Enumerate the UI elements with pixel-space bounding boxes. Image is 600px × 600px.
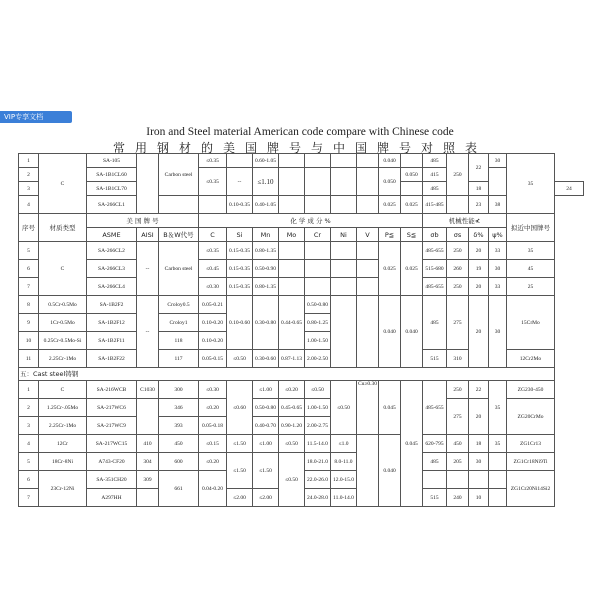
table-cell: 515 (423, 489, 447, 507)
table-cell: 23Cr-12Ni (39, 471, 87, 507)
table-cell: 19 (469, 260, 489, 278)
table-cell (357, 278, 379, 296)
table-cell (423, 471, 447, 489)
table-cell: 275 (447, 399, 469, 435)
table-cell (331, 196, 357, 214)
table-cell: 0.05-0.18 (199, 417, 227, 435)
table-cell: 485 (423, 154, 447, 168)
table-cell: σb (423, 228, 447, 242)
table-cell: 118 (159, 332, 199, 350)
table-cell: ≤1.10 (253, 168, 279, 196)
table-cell: 5 (19, 242, 39, 260)
table-cell: 0.15-0.35 (227, 260, 253, 278)
table-cell: 1Cr-0.5Mo (39, 314, 87, 332)
table-cell (357, 242, 379, 260)
table-cell: 275 (447, 296, 469, 350)
table-cell: 250 (447, 242, 469, 260)
table-cell: ≤0.35 (199, 168, 227, 196)
table-cell (227, 154, 253, 168)
table-cell: 序号 (19, 214, 39, 242)
table-cell: 117 (159, 350, 199, 368)
table-row (19, 260, 584, 278)
table-cell: ≤0.45 (199, 260, 227, 278)
table-cell: 0.87-1.13 (279, 350, 305, 368)
table-cell: SA-266CL3 (87, 260, 137, 278)
table-cell (305, 242, 331, 260)
table-cell: 0.44-0.65 (279, 296, 305, 350)
table-cell: 0.30-0.80 (253, 296, 279, 350)
table-cell: Ni (331, 228, 357, 242)
table-cell: 10 (469, 489, 489, 507)
table-cell: 45 (507, 260, 555, 278)
table-cell: Croloy1 (159, 314, 199, 332)
table-cell: 205 (447, 453, 469, 471)
table-cell: 250 (447, 278, 469, 296)
table-cell: 0.10-0.20 (199, 332, 227, 350)
table-cell (199, 196, 227, 214)
table-cell: 24.0-28.0 (305, 489, 331, 507)
table-cell: 24 (555, 182, 584, 196)
table-cell (331, 242, 357, 260)
table-cell: ≤2.00 (227, 489, 253, 507)
table-cell: 0.040 (379, 154, 401, 168)
table-cell (137, 489, 159, 507)
table-cell: 485-655 (423, 278, 447, 296)
section-header-cast-steel (19, 368, 584, 381)
table-cell: 515 (423, 350, 447, 368)
table-cell: δ% (469, 228, 489, 242)
table-cell: 35 (507, 242, 555, 260)
table-cell: 0.05-0.15 (199, 350, 227, 368)
table-cell (279, 196, 305, 214)
table-cell: 38 (489, 196, 507, 214)
table-cell: 10 (19, 332, 39, 350)
table-cell: ≤0.20 (279, 381, 305, 399)
table-cell: 8.0-11.0 (331, 453, 357, 471)
table-cell: 485 (423, 182, 447, 196)
table-cell: 240 (447, 489, 469, 507)
table-cell: 20 (469, 242, 489, 260)
table-cell: 0.40-0.70 (253, 417, 279, 435)
table-cell (137, 154, 159, 214)
table-cell (357, 296, 379, 368)
table-cell: ≤0.20 (199, 399, 227, 417)
table-cell: SA-105 (87, 154, 137, 168)
table-cell: Mn (253, 228, 279, 242)
table-cell: B＆W代号 (159, 228, 199, 242)
table-cell: 300 (159, 381, 199, 399)
table-cell: -- (227, 168, 253, 196)
table-cell: 346 (159, 399, 199, 417)
table-cell: 0.10-0.60 (227, 296, 253, 350)
table-cell: 35 (489, 381, 507, 435)
table-cell: P≦ (379, 228, 401, 242)
table-cell: 0.025 (401, 242, 423, 296)
table-cell (331, 296, 357, 368)
table-cell: ZG1Cr13 (507, 435, 555, 453)
table-cell: 485 (423, 453, 447, 471)
table-cell (279, 168, 305, 196)
table-cell: 0.90-1.20 (279, 417, 305, 435)
table-cell: 33 (489, 242, 507, 260)
table-cell: 2.25Cr-1Mo (39, 417, 87, 435)
table-cell: Carbon steel (159, 154, 199, 196)
table-cell: 18.0-21.0 (305, 453, 331, 471)
table-cell: 0.45-0.65 (279, 399, 305, 417)
table-cell: 0.80-1.35 (253, 242, 279, 260)
table-cell (357, 435, 379, 507)
table-cell: 22 (469, 381, 489, 399)
table-cell: 30 (489, 154, 507, 168)
table-cell (305, 154, 331, 168)
table-cell: 0.040 (401, 296, 423, 368)
table-cell: 2.00-2.50 (305, 350, 331, 368)
table-cell: 3 (19, 182, 39, 196)
table-header-row (19, 228, 584, 242)
table-cell: 9 (19, 314, 39, 332)
table-cell: SA-1B1CL60 (87, 168, 137, 182)
table-cell: ZG230-450 (507, 381, 555, 399)
table-cell: SA-217WC6 (87, 399, 137, 417)
table-row (19, 381, 584, 399)
table-cell: -- (137, 242, 159, 296)
table-cell: 五：Cast steel铸钢 (19, 368, 555, 381)
table-cell: 2 (19, 399, 39, 417)
table-cell: ≤1.00 (253, 381, 279, 399)
table-cell: 250 (447, 154, 469, 196)
table-row (19, 278, 584, 296)
table-cell: σs (447, 228, 469, 242)
table-cell (331, 278, 357, 296)
table-cell (489, 471, 507, 489)
table-cell: ≤2.00 (253, 489, 279, 507)
table-cell: 0.5Cr-0.5Mo (39, 296, 87, 314)
table-cell: ≤0.30 (199, 278, 227, 296)
table-cell: S≦ (401, 228, 423, 242)
table-cell: ≤0.50 (279, 453, 305, 507)
table-cell: 美 国 牌 号 (87, 214, 199, 228)
table-cell: C1030 (137, 381, 159, 399)
table-cell: 30 (469, 453, 489, 471)
table-cell: SA-351CH20 (87, 471, 137, 489)
table-cell: 0.045 (379, 381, 401, 435)
table-cell: 化 学 成 分 % (199, 214, 423, 228)
table-cell (331, 168, 357, 196)
table-cell: 620-795 (423, 435, 447, 453)
table-cell (357, 196, 379, 214)
table-cell (137, 399, 159, 435)
title-chinese: 常用钢材的美国牌号与中国牌号对照表 (112, 141, 487, 155)
table-cell (357, 168, 379, 196)
table-cell: 3 (19, 417, 39, 435)
table-cell: 0.040 (379, 435, 401, 507)
table-cell (489, 168, 507, 196)
table-cell (305, 168, 331, 196)
vip-badge[interactable]: VIP专享文档 (0, 111, 72, 123)
table-cell: 410 (137, 435, 159, 453)
table-cell: 18 (469, 182, 489, 196)
title-english: Iron and Steel material American code compare with Chinese code (146, 126, 454, 138)
table-cell: ≤0.15 (199, 435, 227, 453)
table-cell: 11 (19, 350, 39, 368)
table-cell: Croloy0.5 (159, 296, 199, 314)
table-cell: 2.25Cr-1Mo (39, 350, 87, 368)
table-cell: 0.15-0.35 (227, 242, 253, 260)
table-row (19, 453, 584, 471)
table-cell: AISI (137, 228, 159, 242)
table-cell: A743-CF20 (87, 453, 137, 471)
table-cell: C (39, 381, 87, 399)
table-cell: 20 (469, 278, 489, 296)
table-cell: ≤0.50 (305, 381, 331, 399)
table-cell (489, 453, 507, 471)
table-cell: 6 (19, 260, 39, 278)
table-cell: 7 (19, 489, 39, 507)
table-cell: 0.80-1.25 (305, 314, 331, 332)
table-header-row (19, 214, 584, 228)
table-cell (159, 196, 199, 214)
table-cell: SA-266CL2 (87, 242, 137, 260)
table-cell: Mo (279, 228, 305, 242)
table-cell: 515-680 (423, 260, 447, 278)
table-cell: 661 (159, 471, 199, 507)
table-cell: 22 (469, 154, 489, 182)
table-cell: 0.50-0.90 (253, 260, 279, 278)
table-cell: 0.045 (401, 381, 423, 507)
table-cell: ASME (87, 228, 137, 242)
table-cell: 4 (19, 196, 39, 214)
table-cell: 310 (447, 350, 469, 368)
table-cell: ZG1Cr20Ni14Si2 (507, 471, 555, 507)
table-row (19, 242, 584, 260)
table-cell: 0.10-0.35 (227, 196, 253, 214)
table-cell: SA-1B2F12 (87, 314, 137, 332)
table-cell: 35 (507, 154, 555, 214)
table-cell: ZG1Cr18Ni9Ti (507, 453, 555, 471)
table-cell (305, 260, 331, 278)
table-cell (447, 196, 469, 214)
table-cell: 7 (19, 278, 39, 296)
table-cell: 260 (447, 260, 469, 278)
table-cell: ≤0.50 (279, 435, 305, 453)
table-cell: 450 (159, 435, 199, 453)
table-cell: 12Cr (39, 435, 87, 453)
table-cell (279, 260, 305, 278)
table-cell: C (199, 228, 227, 242)
table-cell: C (39, 154, 87, 214)
table-cell: SA-217WC15 (87, 435, 137, 453)
table-cell: 415 (423, 168, 447, 182)
table-cell: 415-485 (423, 196, 447, 214)
table-cell (279, 278, 305, 296)
table-cell: V (357, 228, 379, 242)
table-row (19, 196, 584, 214)
table-row (19, 168, 584, 182)
table-cell: 0.025 (401, 196, 423, 214)
table-cell: SA-216WCB (87, 381, 137, 399)
table-cell: 0.040 (379, 296, 401, 368)
table-cell: ≤0.35 (199, 242, 227, 260)
table-cell: SA-1B2F22 (87, 350, 137, 368)
table-cell: 1.00-1.50 (305, 332, 331, 350)
table-cell: 309 (137, 471, 159, 489)
table-cell: A297HH (87, 489, 137, 507)
table-cell: 0.025 (379, 196, 401, 214)
table-cell: 4 (19, 435, 39, 453)
table-cell: 0.50-0.80 (253, 399, 279, 417)
table-cell: ≤1.50 (253, 453, 279, 489)
table-cell: 30 (489, 260, 507, 278)
table-cell: 30 (489, 296, 507, 368)
table-cell: 0.05-0.21 (199, 296, 227, 314)
table-cell: 6 (19, 471, 39, 489)
steel-grade-table (18, 153, 584, 507)
table-cell: SA-1B2F11 (87, 332, 137, 350)
table-cell (279, 242, 305, 260)
table-cell: ψ% (489, 228, 507, 242)
table-cell: 18 (469, 435, 489, 453)
table-cell: 机械性能≮ (423, 214, 507, 228)
table-cell: 20 (469, 399, 489, 435)
table-cell: 35 (489, 435, 507, 453)
table-cell: 250 (447, 381, 469, 399)
table-cell: 0.30-0.60 (253, 350, 279, 368)
table-cell: 20 (469, 296, 489, 368)
table-cell: SA-1B2F2 (87, 296, 137, 314)
table-cell (401, 154, 423, 168)
table-cell (331, 260, 357, 278)
table-cell (305, 278, 331, 296)
table-row (19, 296, 584, 314)
table-cell (469, 471, 489, 489)
table-cell: ≤0.50 (331, 381, 357, 435)
table-cell (401, 182, 423, 196)
table-cell: ≤1.00 (253, 435, 279, 453)
table-cell: 0.04-0.20 (199, 471, 227, 507)
table-cell: 15CrMo (507, 296, 555, 350)
table-cell: 1 (19, 381, 39, 399)
table-cell: -- (137, 296, 159, 368)
table-cell: 304 (137, 453, 159, 471)
table-row (19, 435, 584, 453)
table-cell: SA-217WC9 (87, 417, 137, 435)
table-cell: ≤1.0 (331, 435, 357, 453)
table-cell: ≤0.30 (199, 381, 227, 399)
table-cell: 材质类型 (39, 214, 87, 242)
table-cell (489, 489, 507, 507)
table-cell: 0.25Cr-0.5Mo-Si (39, 332, 87, 350)
table-cell: 485-655 (423, 381, 447, 435)
table-cell: ≤1.50 (227, 435, 253, 453)
table-cell: 0.10-0.20 (199, 314, 227, 332)
table-cell: 11.5-14.0 (305, 435, 331, 453)
table-cell: ZG20CrMo (507, 399, 555, 435)
table-cell (305, 196, 331, 214)
table-cell: 22.0-26.0 (305, 471, 331, 489)
table-cell: 600 (159, 453, 199, 471)
table-cell: 23 (469, 196, 489, 214)
table-cell: Si (227, 228, 253, 242)
table-cell: 1.25Cr-.05Mo (39, 399, 87, 417)
table-cell: 33 (489, 278, 507, 296)
table-cell: 12.0-15.0 (331, 471, 357, 489)
table-cell: ≤0.35 (199, 154, 227, 168)
table-cell: 485-655 (423, 242, 447, 260)
table-cell: 450 (447, 435, 469, 453)
table-cell: 0.50-0.80 (305, 296, 331, 314)
table-cell (357, 260, 379, 278)
table-cell: ≤1.50 (227, 453, 253, 489)
table-cell: 0.050 (401, 168, 423, 182)
table-cell: ≤0.60 (227, 381, 253, 435)
table-cell: SA-1B1CL70 (87, 182, 137, 196)
table-cell: ≤0.50 (227, 350, 253, 368)
table-cell: 8 (19, 296, 39, 314)
table-cell: 11.0-14.0 (331, 489, 357, 507)
table-cell: Cr (305, 228, 331, 242)
table-cell: 25 (507, 278, 555, 296)
table-cell (279, 154, 305, 168)
table-cell: 393 (159, 417, 199, 435)
table-cell (331, 154, 357, 168)
table-cell: SA-266CL1 (87, 196, 137, 214)
table-cell: SA-266CL4 (87, 278, 137, 296)
table-cell: 0.80-1.35 (253, 278, 279, 296)
table-cell: 1 (19, 154, 39, 168)
table-cell (357, 154, 379, 168)
table-cell: 485 (423, 296, 447, 350)
table-cell: Carbon steel (159, 242, 199, 296)
table-cell: 拟近中国牌号 (507, 214, 555, 242)
table-cell: 2.00-2.75 (305, 417, 331, 435)
table-cell: Cu≥0.30 (357, 381, 379, 435)
table-cell: 18Cr-8Ni (39, 453, 87, 471)
table-cell: ≤0.20 (199, 453, 227, 471)
table-cell: 0.60-1.05 (253, 154, 279, 168)
table-cell: 0.15-0.35 (227, 278, 253, 296)
table-cell: 2 (19, 168, 39, 182)
table-cell (447, 471, 469, 489)
table-cell: C (39, 242, 87, 296)
table-row (19, 154, 584, 168)
table-cell: 0.050 (379, 168, 401, 196)
table-cell: 0.025 (379, 242, 401, 296)
table-cell: 5 (19, 453, 39, 471)
table-cell: 1.00-1.50 (305, 399, 331, 417)
table-cell: 0.40-1.05 (253, 196, 279, 214)
table-cell: 12Cr2Mo (507, 350, 555, 368)
